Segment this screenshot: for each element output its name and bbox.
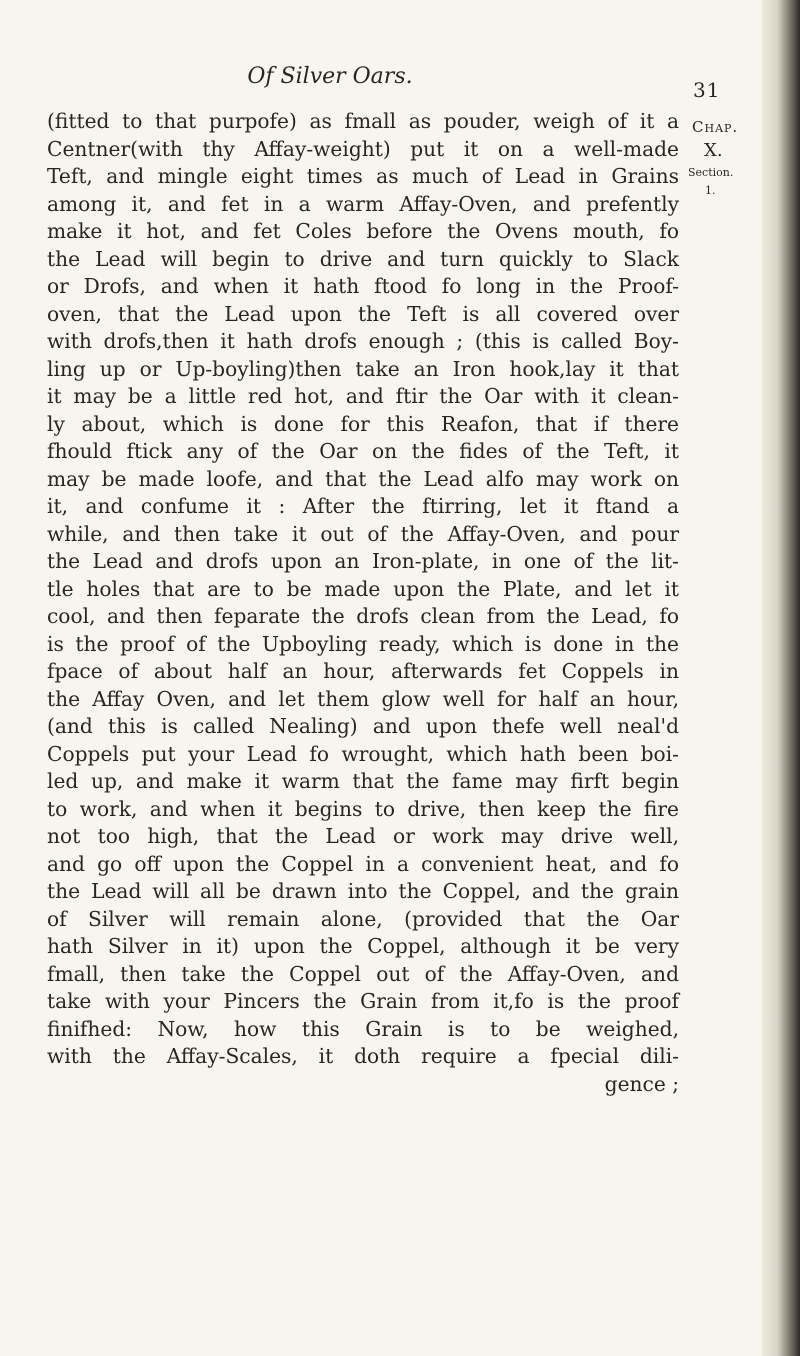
text-line: fmall, then take the Coppel out of the Affay-Oven, and	[47, 961, 679, 986]
text-line: Teft, and mingle eight times as much of Lead in Grains	[47, 164, 679, 188]
text-line: ling up or Up-boyling)then take an Iron hook,lay it that	[47, 356, 679, 381]
text-line: while, and then take it out of the Affay-Oven, and pour	[47, 521, 679, 546]
text-line: take with your Pincers the Grain from it,fo is the proof	[47, 989, 679, 1013]
text-line: with the Affay-Scales, it doth require a fpecial dili-	[47, 1044, 679, 1068]
text-line: Coppels put your Lead fo wrought, which hath been boi-	[47, 741, 679, 766]
text-line: oven, that the Lead upon the Teft is all covered over	[47, 301, 679, 326]
text-line: or Drofs, and when it hath ftood fo long in the Proof-	[47, 274, 679, 298]
body-text	[47, 108, 679, 1098]
text-line: and go off upon the Coppel in a convenient heat, and fo	[47, 851, 679, 876]
margin-chapter-number: X.	[704, 140, 723, 161]
page-number: 31	[693, 78, 721, 102]
text-line: is the proof of the Upboyling ready, which is done in the	[47, 631, 679, 656]
running-head: Of Silver Oars.	[247, 64, 413, 89]
text-line: tle holes that are to be made upon the Plate, and let it	[47, 576, 679, 601]
text-line: it may be a little red hot, and ftir the Oar with it clean-	[47, 384, 679, 408]
text-line: with drofs,then it hath drofs enough ; (this is called Boy-	[47, 329, 679, 353]
margin-section-number: 1.	[705, 184, 716, 197]
text-line-catchword: gence ;	[604, 1071, 679, 1096]
text-line: finifhed: Now, how this Grain is to be weighed,	[47, 1016, 679, 1041]
text-line: (fitted to that purpofe) as fmall as pouder, weigh of it a	[47, 109, 679, 133]
text-line: the Lead will all be drawn into the Coppel, and the grain	[47, 879, 679, 903]
margin-chapter-label: Chap.	[692, 118, 739, 136]
text-line: make it hot, and fet Coles before the Ovens mouth, fo	[47, 219, 679, 243]
text-line: to work, and when it begins to drive, then keep the fire	[47, 796, 679, 821]
text-line: not too high, that the Lead or work may drive well,	[47, 824, 679, 848]
text-line: fpace of about half an hour, afterwards fet Coppels in	[47, 659, 679, 683]
text-line: led up, and make it warm that the fame may firft begin	[47, 769, 679, 793]
text-line: (and this is called Nealing) and upon thefe well neal'd	[47, 714, 679, 738]
text-line: it, and confume it : After the ftirring, let it ftand a	[47, 494, 679, 518]
text-line: the Lead and drofs upon an Iron-plate, in one of the lit-	[47, 549, 679, 573]
text-line: the Affay Oven, and let them glow well for half an hour,	[47, 686, 679, 711]
text-line: may be made loofe, and that the Lead alfo may work on	[47, 466, 679, 491]
text-line: cool, and then feparate the drofs clean from the Lead, fo	[47, 604, 679, 628]
text-line: fhould ftick any of the Oar on the fides of the Teft, it	[47, 439, 679, 463]
text-line: hath Silver in it) upon the Coppel, although it be very	[47, 934, 679, 958]
book-gutter-shadow	[762, 0, 800, 1356]
text-line: the Lead will begin to drive and turn quickly to Slack	[47, 246, 679, 271]
margin-section-label: Section.	[688, 166, 734, 179]
text-line: among it, and fet in a warm Affay-Oven, and prefently	[47, 191, 679, 216]
text-line: ly about, which is done for this Reafon, that if there	[47, 411, 679, 436]
text-line: of Silver will remain alone, (provided that the Oar	[47, 906, 679, 931]
text-line: Centner(with thy Affay-weight) put it on a well-made	[47, 136, 679, 161]
